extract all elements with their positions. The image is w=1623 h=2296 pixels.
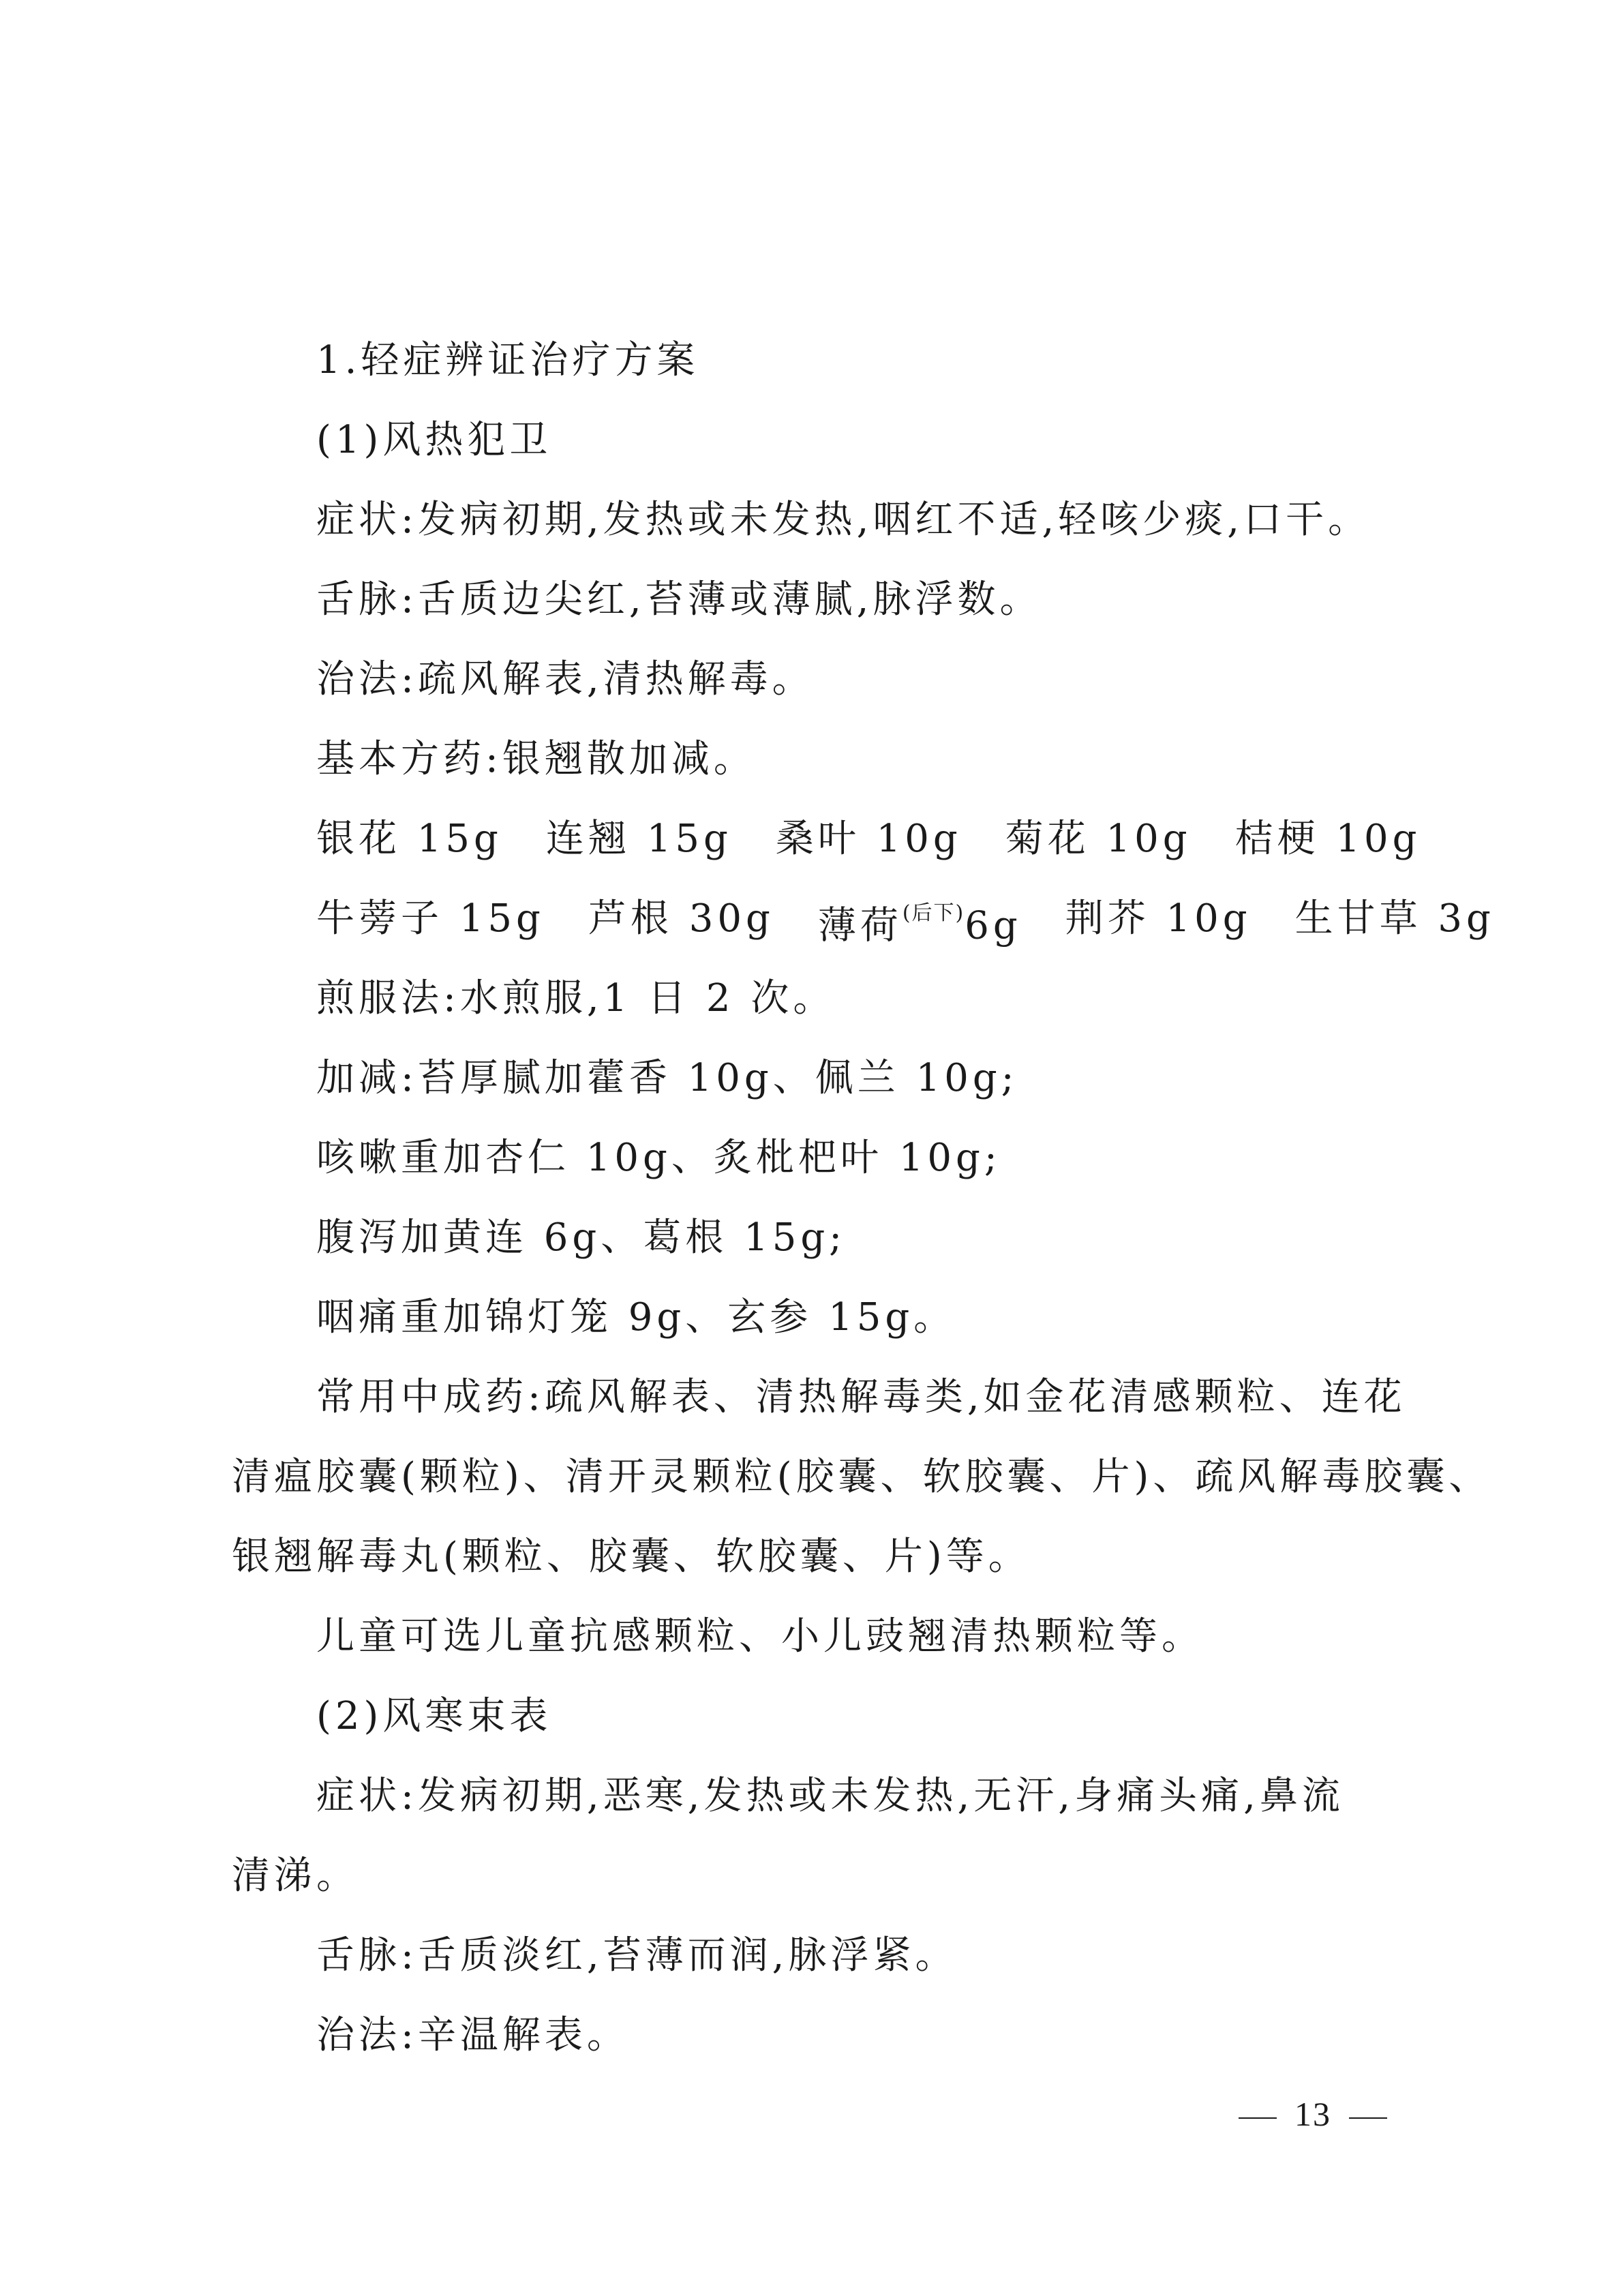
herb-item-with-note <box>818 879 1022 958</box>
subtype-1-prescription: 基本方药:银翘散加减。 <box>316 737 756 781</box>
patent-medicine-line: 银翘解毒丸(颗粒、胶囊、软胶囊、片)等。 <box>232 1535 1031 1579</box>
page-number-value: 13 <box>1294 2095 1331 2133</box>
herb-list-row-2 <box>232 879 1495 958</box>
modification-line: 咳嗽重加杏仁 10g、炙枇杷叶 10g; <box>316 1136 1001 1180</box>
subtype-1-decoction: 煎服法:水煎服,1 日 2 次。 <box>316 976 836 1021</box>
subtype-1-treatment: 治法:疏风解表,清热解毒。 <box>316 657 815 701</box>
herb-item: 芦根 30g <box>588 896 774 941</box>
herb-name: 薄荷 <box>817 903 902 948</box>
herb-item: 菊花 10g <box>1005 817 1192 861</box>
herb-item: 桑叶 10g <box>775 817 962 861</box>
herb-item: 荆芥 10g <box>1065 896 1252 941</box>
subtype-1-symptoms: 症状:发病初期,发热或未发热,咽红不适,轻咳少痰,口干。 <box>316 498 1371 542</box>
subtype-1-title: (1)风热犯卫 <box>316 418 552 462</box>
subtype-2-symptoms-line: 症状:发病初期,恶寒,发热或未发热,无汗,身痛头痛,鼻流 <box>316 1774 1344 1818</box>
herb-note: (后下) <box>902 901 965 925</box>
page-number-dash-left <box>1239 2117 1277 2119</box>
herb-item: 牛蒡子 15g <box>316 896 545 941</box>
subtype-2-title: (2)风寒束表 <box>316 1694 552 1738</box>
herb-dose: 6g <box>965 903 1022 948</box>
patent-medicine-line: 清瘟胶囊(颗粒)、清开灵颗粒(胶囊、软胶囊、片)、疏风解毒胶囊、 <box>232 1455 1491 1499</box>
modification-line: 咽痛重加锦灯笼 9g、玄参 15g。 <box>316 1295 956 1340</box>
subtype-1-tongue-pulse: 舌脉:舌质边尖红,苔薄或薄腻,脉浮数。 <box>316 577 1042 622</box>
modification-line: 加减:苔厚腻加藿香 10g、佩兰 10g; <box>316 1056 1018 1100</box>
herb-item: 桔梗 10g <box>1234 817 1421 861</box>
herb-item: 连翘 15g <box>545 817 732 861</box>
document-body <box>232 320 1495 2075</box>
section-title: 1.轻症辨证治疗方案 <box>316 338 699 382</box>
herb-list-row-1 <box>232 799 1445 879</box>
subtype-2-treatment: 治法:辛温解表。 <box>316 2013 629 2057</box>
children-medicine: 儿童可选儿童抗感颗粒、小儿豉翘清热颗粒等。 <box>316 1614 1204 1659</box>
patent-medicine-line: 常用中成药:疏风解表、清热解毒类,如金花清感颗粒、连花 <box>316 1375 1406 1419</box>
subtype-2-symptoms-line: 清涕。 <box>232 1854 359 1898</box>
page-number-dash-right <box>1349 2117 1387 2119</box>
herb-item: 银花 15g <box>316 817 502 861</box>
modification-line: 腹泻加黄连 6g、葛根 15g; <box>316 1215 847 1260</box>
herb-item: 生甘草 3g <box>1294 896 1495 941</box>
page-number <box>1221 2094 1405 2134</box>
subtype-2-tongue-pulse: 舌脉:舌质淡红,苔薄而润,脉浮紧。 <box>316 1933 958 1978</box>
